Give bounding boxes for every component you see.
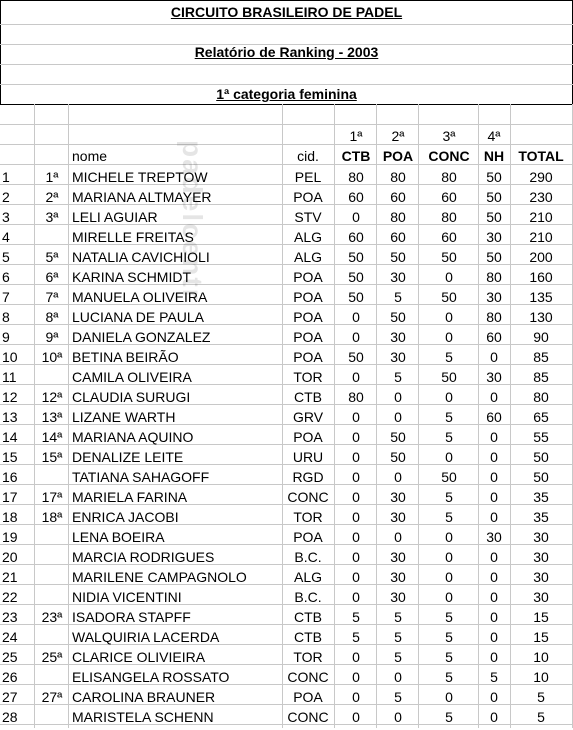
points-nh: 0	[490, 649, 498, 665]
points-poa: 5	[394, 609, 402, 625]
points-conc: 50	[441, 249, 457, 265]
points-poa: 0	[394, 669, 402, 685]
points-nh: 30	[486, 229, 502, 245]
player-name: CAMILA OLIVEIRA	[72, 369, 192, 385]
points-ctb: 50	[348, 289, 364, 305]
city-code: B.C.	[294, 549, 322, 565]
points-ctb: 0	[352, 549, 360, 565]
table-row	[0, 187, 573, 207]
ranking-position: 13ª	[41, 409, 63, 425]
points-nh: 0	[490, 629, 498, 645]
points-nh: 50	[486, 249, 502, 265]
ranking-position	[36, 587, 68, 607]
table-row	[0, 647, 573, 667]
points-conc: 50	[441, 469, 457, 485]
points-poa: 30	[390, 549, 406, 565]
points-total: 85	[533, 349, 549, 365]
row-number: 16	[2, 469, 18, 485]
row-number: 2	[2, 189, 10, 205]
points-poa: 0	[394, 529, 402, 545]
header-cid: cid.	[297, 148, 319, 164]
points-nh: 50	[486, 209, 502, 225]
watermark-text: padelcentr	[177, 140, 208, 302]
table-row	[0, 287, 573, 307]
points-total: 30	[533, 589, 549, 605]
city-code: POA	[293, 289, 323, 305]
points-total: 210	[529, 209, 553, 225]
points-nh: 80	[486, 269, 502, 285]
city-code: ALG	[293, 229, 322, 245]
header-total: TOTAL	[518, 148, 564, 164]
player-name: MANUELA OLIVEIRA	[72, 289, 208, 305]
row-number: 24	[2, 629, 18, 645]
points-poa: 80	[390, 209, 406, 225]
ranking-position: 25ª	[41, 649, 63, 665]
points-ctb: 0	[352, 409, 360, 425]
points-ctb: 0	[352, 369, 360, 385]
points-poa: 60	[390, 189, 406, 205]
table-row	[0, 447, 573, 467]
ranking-position	[36, 547, 68, 567]
table-row	[0, 267, 573, 287]
points-poa: 5	[394, 629, 402, 645]
ranking-position	[36, 627, 68, 647]
points-poa: 5	[394, 689, 402, 705]
header-poa: POA	[382, 148, 414, 164]
points-poa: 30	[390, 509, 406, 525]
row-number: 9	[2, 329, 10, 345]
points-poa: 60	[390, 229, 406, 245]
player-name: LIZANE WARTH	[72, 409, 176, 425]
points-poa: 30	[390, 269, 406, 285]
points-conc: 80	[441, 209, 457, 225]
table-row	[0, 687, 573, 707]
points-poa: 50	[390, 249, 406, 265]
row-number: 4	[2, 229, 10, 245]
stage-number: 2ª	[391, 128, 405, 144]
city-code: POA	[293, 269, 323, 285]
points-conc: 0	[445, 449, 453, 465]
city-code: TOR	[293, 649, 323, 665]
stage-number: 3ª	[442, 128, 456, 144]
city-code: URU	[292, 449, 324, 465]
points-conc: 0	[445, 589, 453, 605]
points-conc: 0	[445, 329, 453, 345]
city-code: POA	[293, 189, 323, 205]
points-ctb: 80	[348, 169, 364, 185]
points-total: 130	[529, 309, 553, 325]
row-number: 19	[2, 529, 18, 545]
points-conc: 5	[445, 489, 453, 505]
table-row	[0, 567, 573, 587]
city-code: RGD	[292, 469, 324, 485]
row-number: 25	[2, 649, 18, 665]
city-code: TOR	[293, 509, 323, 525]
points-total: 5	[537, 689, 545, 705]
ranking-position: 8ª	[45, 309, 59, 325]
points-poa: 0	[394, 389, 402, 405]
points-ctb: 0	[352, 689, 360, 705]
ranking-position: 6ª	[45, 269, 59, 285]
player-name: MARIANA AQUINO	[72, 429, 194, 445]
points-poa: 30	[390, 349, 406, 365]
points-conc: 0	[445, 549, 453, 565]
player-name: BETINA BEIRÃO	[72, 349, 179, 365]
points-total: 55	[533, 429, 549, 445]
ranking-position: 18ª	[41, 509, 63, 525]
row-number: 12	[2, 389, 18, 405]
player-name: MARIANA ALTMAYER	[72, 189, 212, 205]
points-nh: 80	[486, 309, 502, 325]
ranking-position	[36, 527, 68, 547]
ranking-position: 27ª	[41, 689, 63, 705]
ranking-position	[36, 367, 68, 387]
player-name: LELI AGUIAR	[72, 209, 158, 225]
points-nh: 0	[490, 709, 498, 725]
city-code: CTB	[294, 389, 322, 405]
points-ctb: 0	[352, 449, 360, 465]
row-number: 10	[2, 349, 18, 365]
ranking-position	[36, 227, 68, 247]
ranking-position	[36, 707, 68, 727]
points-conc: 0	[445, 569, 453, 585]
points-total: 85	[533, 369, 549, 385]
points-ctb: 0	[352, 209, 360, 225]
points-nh: 0	[490, 469, 498, 485]
points-total: 30	[533, 569, 549, 585]
points-total: 50	[533, 449, 549, 465]
player-name: TATIANA SAHAGOFF	[72, 469, 210, 485]
points-total: 10	[533, 649, 549, 665]
points-total: 35	[533, 509, 549, 525]
points-nh: 0	[490, 609, 498, 625]
city-code: PEL	[294, 169, 322, 185]
table-row	[0, 347, 573, 367]
points-nh: 30	[486, 289, 502, 305]
ranking-position: 3ª	[45, 209, 59, 225]
ranking-position	[36, 467, 68, 487]
column-header-row	[0, 146, 573, 166]
points-ctb: 50	[348, 269, 364, 285]
table-row	[0, 587, 573, 607]
points-nh: 0	[490, 549, 498, 565]
table-row	[0, 707, 573, 727]
city-code: CONC	[287, 489, 329, 505]
points-nh: 30	[486, 369, 502, 385]
player-name: KARINA SCHMIDT	[72, 269, 192, 285]
table-row	[0, 247, 573, 267]
table-row	[0, 627, 573, 647]
row-number: 21	[2, 569, 18, 585]
city-code: STV	[294, 209, 322, 225]
player-name: CLARICE OLIVIEIRA	[72, 649, 206, 665]
points-poa: 0	[394, 709, 402, 725]
city-code: B.C.	[294, 589, 322, 605]
category-title: 1ª categoria feminina	[216, 86, 357, 102]
points-nh: 0	[490, 509, 498, 525]
points-ctb: 5	[352, 629, 360, 645]
points-total: 230	[529, 189, 553, 205]
points-poa: 30	[390, 589, 406, 605]
row-number: 13	[2, 409, 18, 425]
ranking-position: 17ª	[41, 489, 63, 505]
points-conc: 0	[445, 389, 453, 405]
player-name: CAROLINA BRAUNER	[72, 689, 216, 705]
table-row	[0, 307, 573, 327]
points-conc: 0	[445, 529, 453, 545]
player-name: LUCIANA DE PAULA	[72, 309, 205, 325]
city-code: POA	[293, 309, 323, 325]
table-row	[0, 547, 573, 567]
table-row	[0, 387, 573, 407]
row-number: 1	[2, 169, 10, 185]
points-conc: 60	[441, 229, 457, 245]
ranking-position: 23ª	[41, 609, 63, 625]
points-poa: 30	[390, 489, 406, 505]
city-code: ALG	[293, 569, 322, 585]
player-name: NIDIA VICENTINI	[72, 589, 182, 605]
table-row	[0, 607, 573, 627]
points-total: 290	[529, 169, 553, 185]
points-conc: 5	[445, 509, 453, 525]
city-code: POA	[293, 349, 323, 365]
points-conc: 5	[445, 409, 453, 425]
ranking-position: 15ª	[41, 449, 63, 465]
points-total: 35	[533, 489, 549, 505]
row-number: 8	[2, 309, 10, 325]
points-nh: 0	[490, 489, 498, 505]
points-ctb: 60	[348, 189, 364, 205]
ranking-position: 12ª	[41, 389, 63, 405]
player-name: CLAUDIA SURUGI	[72, 389, 191, 405]
points-ctb: 60	[348, 229, 364, 245]
header-nome: nome	[72, 148, 108, 164]
row-number: 11	[2, 369, 17, 385]
table-row	[0, 227, 573, 247]
points-poa: 5	[394, 369, 402, 385]
ranking-position	[36, 667, 68, 687]
points-ctb: 0	[352, 489, 360, 505]
player-name: ENRICA JACOBI	[72, 509, 179, 525]
points-ctb: 0	[352, 469, 360, 485]
points-conc: 5	[445, 629, 453, 645]
city-code: POA	[293, 329, 323, 345]
points-nh: 0	[490, 389, 498, 405]
points-total: 210	[529, 229, 553, 245]
points-conc: 5	[445, 349, 453, 365]
points-conc: 50	[441, 289, 457, 305]
sheet-title: CIRCUITO BRASILEIRO DE PADEL	[170, 4, 403, 20]
player-name: MARIELA FARINA	[72, 489, 188, 505]
points-nh: 60	[486, 409, 502, 425]
player-name: DANIELA GONZALEZ	[72, 329, 211, 345]
points-nh: 60	[486, 329, 502, 345]
points-ctb: 0	[352, 509, 360, 525]
points-conc: 5	[445, 429, 453, 445]
points-total: 15	[533, 609, 549, 625]
points-total: 200	[529, 249, 553, 265]
row-number: 6	[2, 269, 10, 285]
player-name: LENA BOEIRA	[72, 529, 165, 545]
ranking-position: 5ª	[45, 249, 59, 265]
table-row	[0, 467, 573, 487]
points-conc: 5	[445, 669, 453, 685]
points-nh: 50	[486, 189, 502, 205]
row-number: 7	[2, 289, 10, 305]
points-nh: 30	[486, 529, 502, 545]
table-row	[0, 167, 573, 187]
points-nh: 0	[490, 429, 498, 445]
points-nh: 0	[490, 449, 498, 465]
player-name: MARISTELA SCHENN	[72, 709, 214, 725]
points-poa: 5	[394, 649, 402, 665]
points-conc: 5	[445, 649, 453, 665]
points-total: 90	[533, 329, 549, 345]
points-ctb: 0	[352, 329, 360, 345]
points-poa: 50	[390, 449, 406, 465]
row-number: 18	[2, 509, 18, 525]
table-row	[0, 407, 573, 427]
city-code: GRV	[292, 409, 324, 425]
report-subtitle: Relatório de Ranking - 2003	[194, 44, 379, 60]
table-row	[0, 667, 573, 687]
row-number: 15	[2, 449, 18, 465]
points-total: 80	[533, 389, 549, 405]
city-code: POA	[293, 529, 323, 545]
row-number: 20	[2, 549, 18, 565]
table-row	[0, 367, 573, 387]
ranking-position	[36, 567, 68, 587]
row-number: 27	[2, 689, 18, 705]
points-total: 30	[533, 529, 549, 545]
points-poa: 80	[390, 169, 406, 185]
points-nh: 0	[490, 349, 498, 365]
points-ctb: 0	[352, 309, 360, 325]
row-number: 23	[2, 609, 18, 625]
row-number: 26	[2, 669, 18, 685]
row-number: 22	[2, 589, 18, 605]
row-number: 5	[2, 249, 10, 265]
points-poa: 30	[390, 569, 406, 585]
player-name: DENALIZE LEITE	[72, 449, 184, 465]
header-nh: NH	[483, 148, 505, 164]
city-code: CONC	[287, 669, 329, 685]
city-code: CONC	[287, 709, 329, 725]
points-conc: 5	[445, 609, 453, 625]
stage-number-row	[0, 126, 573, 146]
points-ctb: 0	[352, 589, 360, 605]
points-ctb: 50	[348, 249, 364, 265]
points-ctb: 5	[352, 609, 360, 625]
points-ctb: 0	[352, 649, 360, 665]
row-number: 3	[2, 209, 10, 225]
player-name: WALQUIRIA LACERDA	[72, 629, 220, 645]
points-total: 65	[533, 409, 549, 425]
city-code: POA	[293, 689, 323, 705]
city-code: CTB	[294, 629, 322, 645]
header-conc: CONC	[428, 148, 470, 164]
player-name: MARCIA RODRIGUES	[72, 549, 215, 565]
points-poa: 0	[394, 409, 402, 425]
points-poa: 50	[390, 309, 406, 325]
header-ctb: CTB	[341, 148, 371, 164]
city-code: CTB	[294, 609, 322, 625]
points-conc: 60	[441, 189, 457, 205]
points-conc: 50	[441, 369, 457, 385]
stage-number: 1ª	[349, 128, 363, 144]
ranking-position: 14ª	[41, 429, 63, 445]
points-poa: 30	[390, 329, 406, 345]
row-number: 17	[2, 489, 18, 505]
points-total: 160	[529, 269, 553, 285]
points-nh: 50	[486, 169, 502, 185]
city-code: POA	[293, 429, 323, 445]
player-name: ISADORA STAPFF	[72, 609, 191, 625]
points-ctb: 80	[348, 389, 364, 405]
points-conc: 0	[445, 309, 453, 325]
points-conc: 0	[445, 689, 453, 705]
points-poa: 50	[390, 429, 406, 445]
ranking-position: 9ª	[45, 329, 59, 345]
ranking-position: 7ª	[45, 289, 59, 305]
points-ctb: 0	[352, 709, 360, 725]
table-row	[0, 527, 573, 547]
points-total: 10	[533, 669, 549, 685]
row-number: 14	[2, 429, 18, 445]
points-total: 135	[529, 289, 553, 305]
points-ctb: 0	[352, 669, 360, 685]
ranking-position: 2ª	[45, 189, 59, 205]
table-row	[0, 487, 573, 507]
player-name: MIRELLE FREITAS	[72, 229, 194, 245]
points-ctb: 0	[352, 429, 360, 445]
table-row	[0, 327, 573, 347]
player-name: MARILENE CAMPAGNOLO	[72, 569, 247, 585]
table-row	[0, 507, 573, 527]
table-row	[0, 427, 573, 447]
city-code: ALG	[293, 249, 322, 265]
table-row	[0, 207, 573, 227]
ranking-position: 1ª	[45, 169, 59, 185]
points-nh: 0	[490, 589, 498, 605]
points-poa: 5	[394, 289, 402, 305]
points-ctb: 50	[348, 349, 364, 365]
points-nh: 0	[490, 689, 498, 705]
points-nh: 5	[490, 669, 498, 685]
points-conc: 0	[445, 269, 453, 285]
player-name: MICHELE TREPTOW	[72, 169, 208, 185]
ranking-position: 10ª	[41, 349, 63, 365]
points-conc: 80	[441, 169, 457, 185]
points-total: 30	[533, 549, 549, 565]
points-poa: 0	[394, 469, 402, 485]
points-ctb: 0	[352, 529, 360, 545]
points-total: 5	[537, 709, 545, 725]
stage-number: 4ª	[487, 128, 501, 144]
player-name: NATALIA CAVICHIOLI	[72, 249, 210, 265]
row-number: 28	[2, 709, 18, 725]
points-ctb: 0	[352, 569, 360, 585]
player-name: ELISANGELA ROSSATO	[72, 669, 230, 685]
points-total: 50	[533, 469, 549, 485]
points-conc: 5	[445, 709, 453, 725]
city-code: TOR	[293, 369, 323, 385]
points-total: 15	[533, 629, 549, 645]
points-nh: 0	[490, 569, 498, 585]
